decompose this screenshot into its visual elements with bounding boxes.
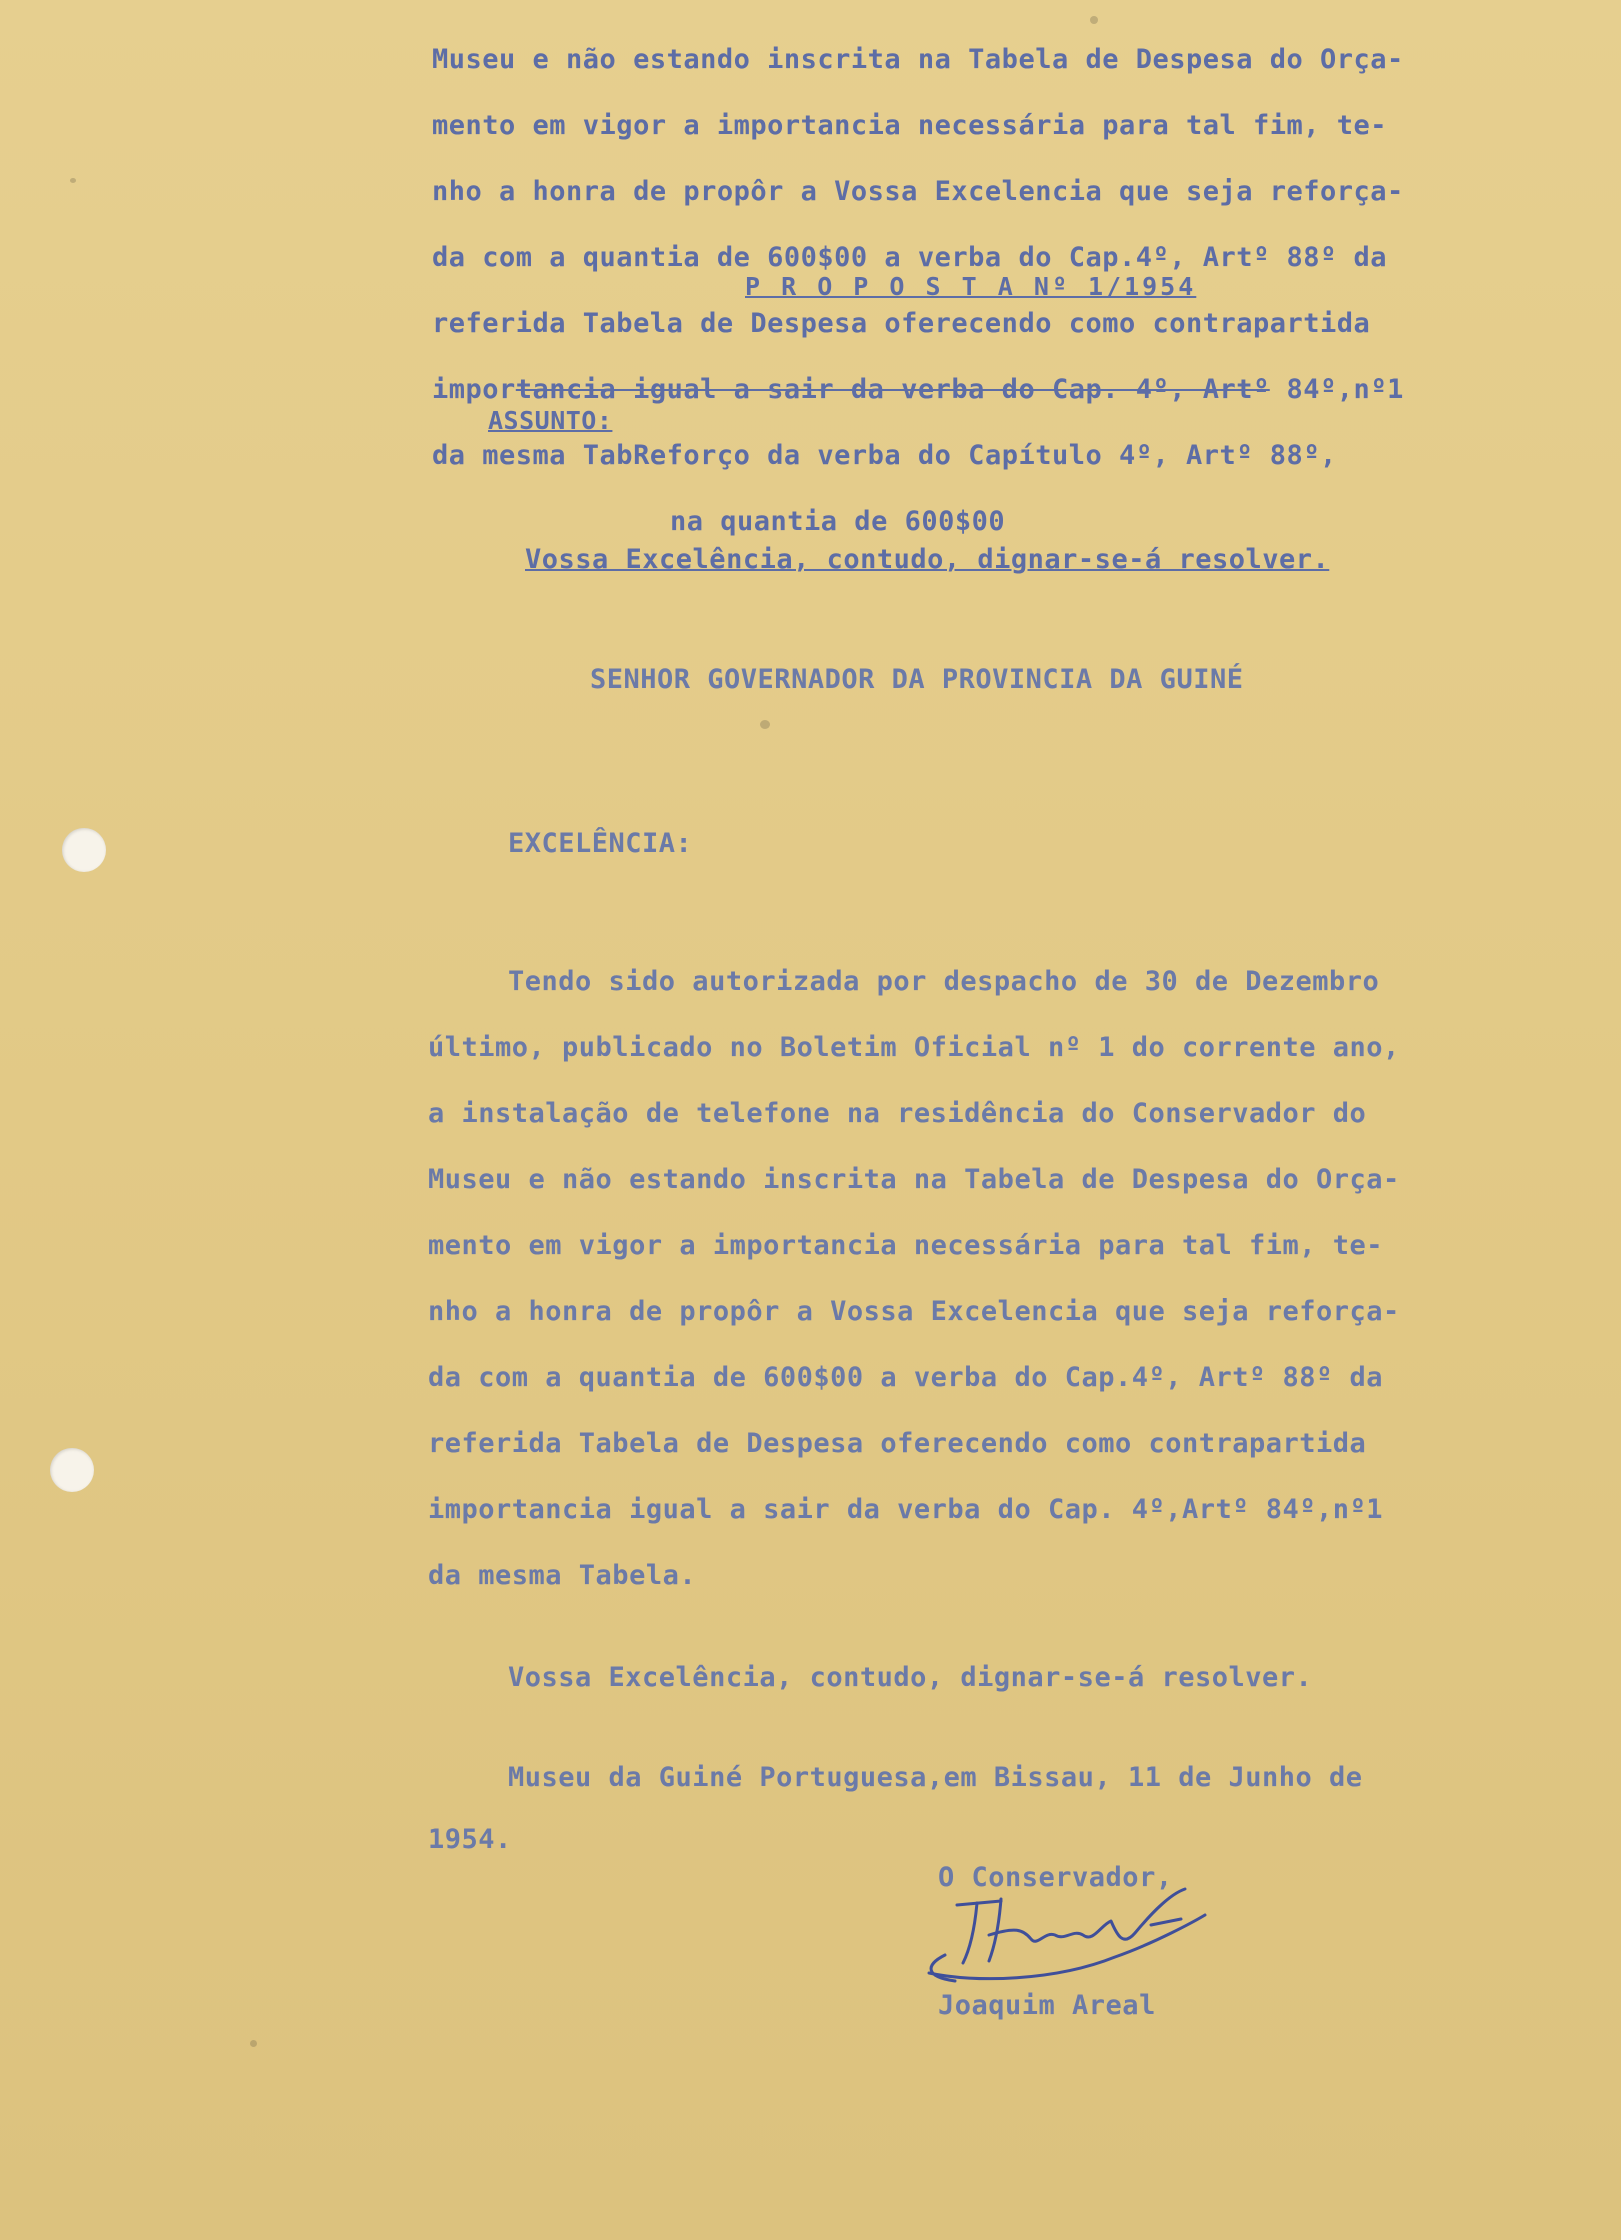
body-line: Museu e não estando inscrita na Tabela de Despesa do Orça-	[428, 1164, 1400, 1195]
salutation: EXCELÊNCIA:	[508, 828, 693, 859]
proposta-heading: P R O P O S T A Nº 1/1954	[745, 272, 1197, 301]
paper-mark	[1090, 16, 1098, 24]
overlay-line: mento em vigor a importancia necessária para tal fim, te-	[432, 110, 1388, 141]
overlay-vossa-line: Vossa Excelência, contudo, dignar-se-á resolver.	[525, 544, 1330, 575]
overlay-strike-line	[432, 374, 1404, 405]
overlay-mesma-prefix: da mesma Tab	[432, 440, 634, 471]
body-line: último, publicado no Boletim Oficial nº 1 do corrente ano,	[428, 1032, 1400, 1063]
body-line: importancia igual a sair da verba do Cap. 4º,Artº 84º,nº1	[428, 1494, 1384, 1525]
overlay-reforco-line	[432, 440, 1337, 471]
overlay-strike-prefix: impor	[432, 374, 516, 405]
punch-hole	[62, 828, 106, 872]
assunto-label: ASSUNTO:	[488, 406, 613, 435]
place-date-line: Museu da Guiné Portuguesa,em Bissau, 11 de Junho de	[508, 1762, 1363, 1793]
body-line: mento em vigor a importancia necessária para tal fim, te-	[428, 1230, 1384, 1261]
reforco-text: Reforço da verba do Capítulo 4º, Artº 88º,	[633, 440, 1337, 471]
struck-text: tancia igual a sair da verba do Cap. 4º, Artº	[515, 374, 1270, 405]
body-line: da mesma Tabela.	[428, 1560, 697, 1591]
paper-mark	[70, 178, 76, 183]
overlay-line: da com a quantia de 600$00 a verba do Cap.4º, Artº 88º da	[432, 242, 1388, 273]
paper-mark	[250, 2040, 257, 2047]
signer-name: Joaquim Areal	[938, 1990, 1156, 2021]
quantia-line: na quantia de 600$00	[670, 506, 1006, 537]
punch-hole	[50, 1448, 94, 1492]
overlay-strike-suffix: 84º,nº1	[1269, 374, 1404, 405]
place-date-year: 1954.	[428, 1824, 512, 1855]
body-line: Tendo sido autorizada por despacho de 30 de Dezembro	[508, 966, 1380, 997]
handwritten-signature	[905, 1885, 1225, 1995]
body-line: nho a honra de propôr a Vossa Excelencia que seja reforça-	[428, 1296, 1400, 1327]
overlay-line: nho a honra de propôr a Vossa Excelencia que seja reforça-	[432, 176, 1404, 207]
paper-mark	[760, 720, 770, 729]
body-line: da com a quantia de 600$00 a verba do Cap.4º, Artº 88º da	[428, 1362, 1384, 1393]
overlay-line: Museu e não estando inscrita na Tabela de Despesa do Orça-	[432, 44, 1404, 75]
body-line: referida Tabela de Despesa oferecendo como contrapartida	[428, 1428, 1367, 1459]
closing-line: Vossa Excelência, contudo, dignar-se-á resolver.	[508, 1662, 1313, 1693]
body-line: a instalação de telefone na residência do Conservador do	[428, 1098, 1367, 1129]
addressee: SENHOR GOVERNADOR DA PROVINCIA DA GUINÉ	[590, 664, 1244, 695]
signer-title: O Conservador,	[938, 1862, 1173, 1893]
overlay-line: referida Tabela de Despesa oferecendo como contrapartida	[432, 308, 1371, 339]
